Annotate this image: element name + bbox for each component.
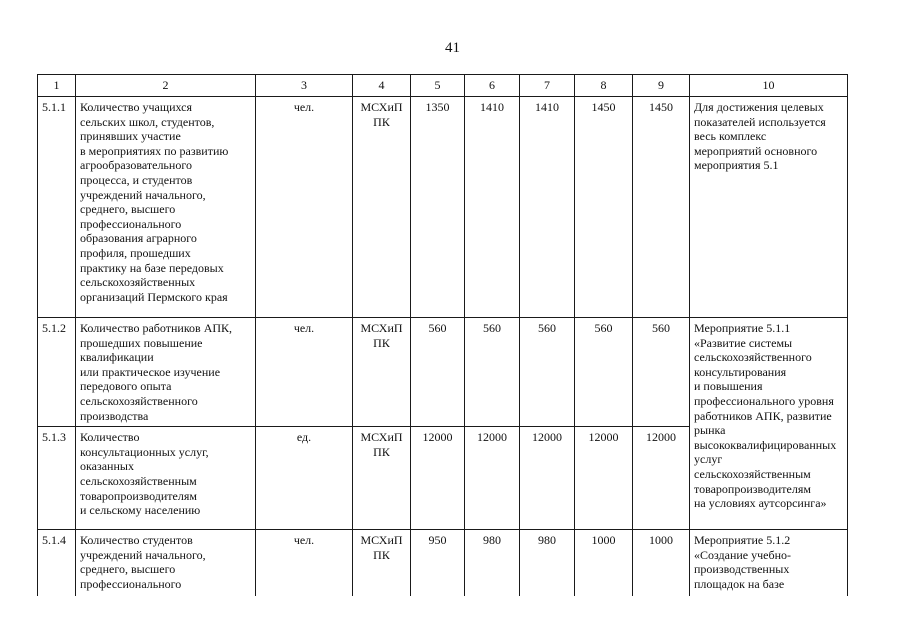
indicator-name: Количество студентов учреждений начального, среднего, высшего профессионального <box>76 530 256 597</box>
value-cell: 12000 <box>575 427 633 530</box>
unit-cell: чел. <box>256 97 353 318</box>
measure-note: Для достижения целевых показателей используется весь комплекс мероприятий основного мероприятия 5.1 <box>690 97 848 318</box>
value-cell: 12000 <box>465 427 520 530</box>
value-cell: 12000 <box>411 427 465 530</box>
table-row <box>38 97 848 318</box>
indicator-name: Количество учащихся сельских школ, студентов, принявших участие в мероприятиях по развитию агрообразовательного процесса, и студентов учреждений начального, среднего, высшего профессионального образования аграрного профиля, прошедших практику на базе передовых сельскохозяйственных организаций Пермского края <box>76 97 256 318</box>
table-row <box>38 530 848 597</box>
column-header: 2 <box>76 75 256 97</box>
column-header: 3 <box>256 75 353 97</box>
indicator-number: 5.1.4 <box>38 530 76 597</box>
value-cell: 12000 <box>633 427 690 530</box>
unit-cell: чел. <box>256 530 353 597</box>
value-cell: 980 <box>465 530 520 597</box>
responsible-cell: МСХиП ПК <box>353 97 411 318</box>
column-header: 5 <box>411 75 465 97</box>
column-header: 4 <box>353 75 411 97</box>
value-cell: 1450 <box>575 97 633 318</box>
value-cell: 1410 <box>465 97 520 318</box>
table-header-row <box>38 75 848 97</box>
indicator-number: 5.1.2 <box>38 318 76 427</box>
indicator-name: Количество работников АПК, прошедших повышение квалификации или практическое изучение передового опыта сельскохозяйственного производства <box>76 318 256 427</box>
value-cell: 1450 <box>633 97 690 318</box>
value-cell: 980 <box>520 530 575 597</box>
value-cell: 560 <box>465 318 520 427</box>
column-header: 6 <box>465 75 520 97</box>
value-cell: 560 <box>520 318 575 427</box>
value-cell: 1350 <box>411 97 465 318</box>
responsible-cell: МСХиП ПК <box>353 318 411 427</box>
measure-note: Мероприятие 5.1.1 «Развитие системы сельскохозяйственного консультирования и повышения профессионального уровня работников АПК, развитие рынка высококвалифицированных услуг сельскохозяйственным товаропроизводителям на условиях аутсорсинга» <box>690 318 848 530</box>
responsible-cell: МСХиП ПК <box>353 427 411 530</box>
value-cell: 950 <box>411 530 465 597</box>
indicator-number: 5.1.3 <box>38 427 76 530</box>
indicator-name: Количество консультационных услуг, оказанных сельскохозяйственным товаропроизводителям и сельскому населению <box>76 427 256 530</box>
column-header: 10 <box>690 75 848 97</box>
column-header: 9 <box>633 75 690 97</box>
table-row <box>38 318 848 427</box>
value-cell: 1000 <box>575 530 633 597</box>
measure-note: Мероприятие 5.1.2 «Создание учебно- производственных площадок на базе <box>690 530 848 597</box>
value-cell: 1410 <box>520 97 575 318</box>
value-cell: 560 <box>411 318 465 427</box>
unit-cell: ед. <box>256 427 353 530</box>
value-cell: 12000 <box>520 427 575 530</box>
indicators-table <box>37 74 848 596</box>
value-cell: 560 <box>633 318 690 427</box>
page-number: 41 <box>445 40 460 56</box>
responsible-cell: МСХиП ПК <box>353 530 411 597</box>
indicator-number: 5.1.1 <box>38 97 76 318</box>
value-cell: 560 <box>575 318 633 427</box>
column-header: 8 <box>575 75 633 97</box>
value-cell: 1000 <box>633 530 690 597</box>
unit-cell: чел. <box>256 318 353 427</box>
column-header: 7 <box>520 75 575 97</box>
column-header: 1 <box>38 75 76 97</box>
